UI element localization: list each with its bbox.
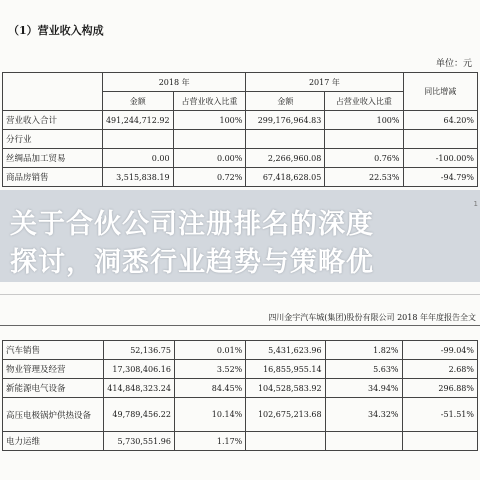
table-row xyxy=(3,111,478,130)
cell-share-2017: 34.32% xyxy=(325,398,402,432)
cell-share-2018: 3.52% xyxy=(174,360,245,379)
table-row xyxy=(3,432,478,451)
cell-amount-2017 xyxy=(246,130,325,149)
row-label: 分行业 xyxy=(3,130,103,149)
cell-amount-2017: 5,431,623.96 xyxy=(246,341,325,360)
cell-share-2018: 0.72% xyxy=(173,168,246,187)
cell-share-2018: 100% xyxy=(173,111,246,130)
cell-amount-2018: 52,136.75 xyxy=(104,341,175,360)
header-rule xyxy=(0,325,480,326)
cell-amount-2018: 5,730,551.96 xyxy=(104,432,175,451)
header-year-2018: 2018 年 xyxy=(102,73,245,92)
cell-share-2018: 10.14% xyxy=(174,398,245,432)
cell-amount-2017: 102,675,213.68 xyxy=(246,398,325,432)
cell-amount-2017 xyxy=(246,432,325,451)
table-row xyxy=(3,341,478,360)
cell-amount-2018 xyxy=(102,130,173,149)
header-year-2017: 2017 年 xyxy=(246,73,403,92)
overlay-title-line-1: 关于合伙公司注册排名的深度 xyxy=(10,209,374,240)
table-row xyxy=(3,398,478,432)
cell-share-2017: 0.76% xyxy=(325,149,403,168)
cell-amount-2017: 104,528,583.92 xyxy=(246,379,325,398)
table-row xyxy=(3,360,478,379)
cell-yoy xyxy=(402,432,477,451)
revenue-table-top xyxy=(2,72,478,187)
table-row xyxy=(3,168,478,187)
cell-share-2017: 100% xyxy=(325,111,403,130)
row-label: 电力运维 xyxy=(3,432,104,451)
cell-share-2017 xyxy=(325,432,402,451)
row-label: 高压电极锅炉供热设备 xyxy=(3,398,104,432)
overlay-title-line-2: 探讨，洞悉行业趋势与策略优 xyxy=(10,247,374,278)
header-amount-2017: 金额 xyxy=(246,92,325,111)
cell-share-2017: 22.53% xyxy=(325,168,403,187)
section-title: （1）营业收入构成 xyxy=(8,24,104,37)
header-yoy: 同比增减 xyxy=(403,73,478,111)
header-share-2018: 占营业收入比重 xyxy=(173,92,246,111)
cell-yoy: 64.20% xyxy=(403,111,478,130)
cell-share-2018: 0.00% xyxy=(173,149,246,168)
company-header: 四川金宇汽车城(集团)股份有限公司 2018 年年度报告全文 xyxy=(268,313,476,322)
cell-yoy: 296.88% xyxy=(402,379,477,398)
row-label: 新能源电气设备 xyxy=(3,379,104,398)
cell-amount-2018: 49,789,456.22 xyxy=(104,398,175,432)
cell-amount-2018: 491,244,712.92 xyxy=(102,111,173,130)
cell-share-2017 xyxy=(325,130,403,149)
table-header-row xyxy=(3,73,478,92)
cell-amount-2018: 414,848,323.24 xyxy=(104,379,175,398)
page-divider xyxy=(0,294,480,295)
row-label: 汽车销售 xyxy=(3,341,104,360)
cell-yoy: -100.00% xyxy=(403,149,478,168)
row-label: 商品房销售 xyxy=(3,168,103,187)
row-label: 物业管理及经营 xyxy=(3,360,104,379)
table-row xyxy=(3,379,478,398)
table-row xyxy=(3,149,478,168)
cell-yoy: -94.79% xyxy=(403,168,478,187)
cell-share-2017: 5.63% xyxy=(325,360,402,379)
header-share-2017: 占营业收入比重 xyxy=(325,92,403,111)
table-row xyxy=(3,130,478,149)
cell-amount-2017: 16,855,955.14 xyxy=(246,360,325,379)
cell-amount-2018: 3,515,838.19 xyxy=(102,168,173,187)
cell-share-2018: 1.17% xyxy=(174,432,245,451)
header-amount-2018: 金额 xyxy=(102,92,173,111)
cell-yoy: -99.04% xyxy=(402,341,477,360)
cell-share-2018 xyxy=(173,130,246,149)
cell-amount-2017: 299,176,964.83 xyxy=(246,111,325,130)
cell-yoy: 2.68% xyxy=(402,360,477,379)
row-label: 丝绸品加工贸易 xyxy=(3,149,103,168)
cell-amount-2017: 67,418,628.05 xyxy=(246,168,325,187)
cell-yoy: -51.51% xyxy=(402,398,477,432)
revenue-table-bottom xyxy=(2,340,478,451)
cell-amount-2018: 0.00 xyxy=(102,149,173,168)
cell-share-2017: 1.82% xyxy=(325,341,402,360)
cell-yoy xyxy=(403,130,478,149)
cell-share-2018: 0.01% xyxy=(174,341,245,360)
row-label: 营业收入合计 xyxy=(3,111,103,130)
cell-amount-2018: 17,308,406.16 xyxy=(104,360,175,379)
header-blank-cell xyxy=(3,73,103,111)
cell-amount-2017: 2,266,960.08 xyxy=(246,149,325,168)
cell-share-2017: 34.94% xyxy=(325,379,402,398)
cell-share-2018: 84.45% xyxy=(174,379,245,398)
unit-label: 单位：元 xyxy=(435,59,472,69)
page-edge-mark: 1 xyxy=(473,200,478,208)
